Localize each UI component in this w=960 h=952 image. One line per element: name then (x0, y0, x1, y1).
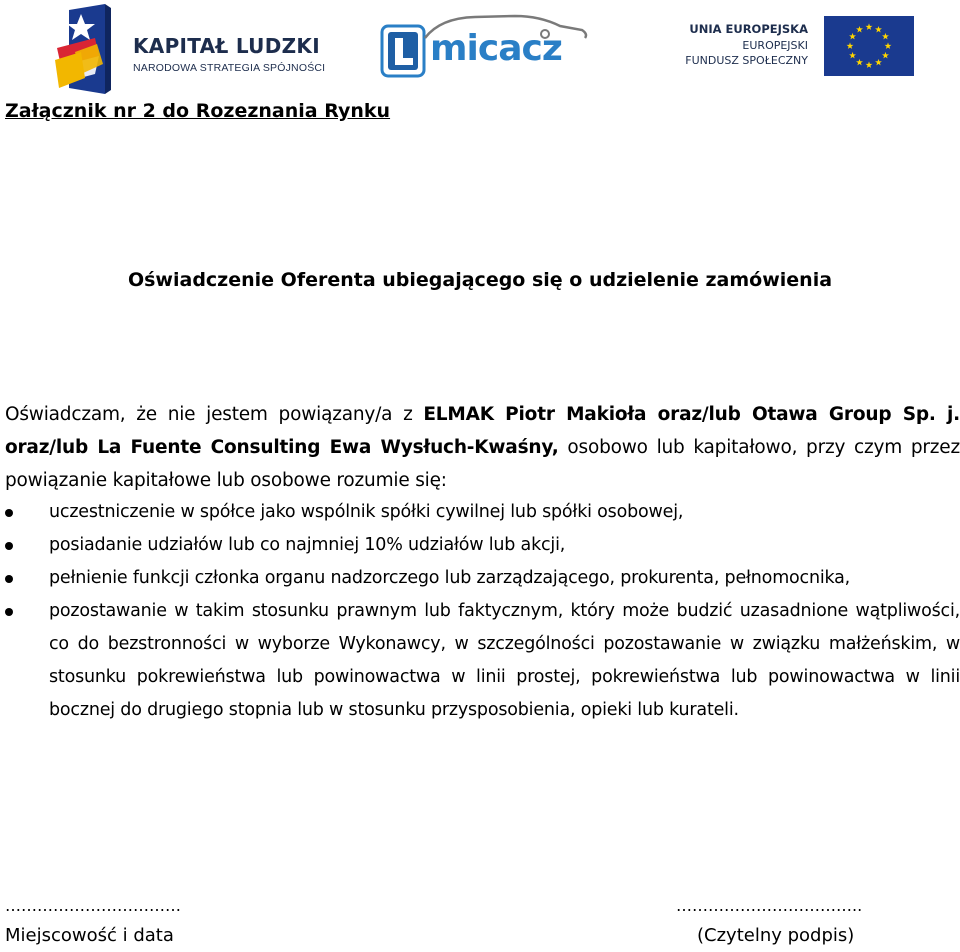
kapital-ludzki-emblem-icon (55, 4, 125, 94)
bullet-icon (5, 542, 13, 550)
list-item (0, 562, 960, 595)
bullet-icon (5, 608, 13, 616)
list-item (0, 496, 960, 529)
eu-logo-line3: FUNDUSZ SPOŁECZNY (685, 54, 808, 67)
statement-paragraph (5, 398, 960, 497)
document-title: Oświadczenie Oferenta ubiegającego się o udzielenie zamówienia (127, 269, 833, 291)
statement-rest: osobowo lub kapitałowo, przy czym przez powiązanie kapitałowe lub osobowe rozumie się: (5, 437, 960, 491)
list-item (0, 529, 960, 562)
place-date-line: …………………………… (5, 896, 181, 915)
place-date-label: Miejscowość i data (5, 925, 174, 946)
bullet-icon (5, 575, 13, 583)
statement-intro: Oświadczam, że nie jestem powiązany/a z (5, 404, 424, 425)
micacz-logo (380, 12, 595, 82)
bullet-icon (5, 509, 13, 517)
eu-logo-line1: UNIA EUROPEJSKA (689, 22, 808, 36)
list-item-text: uczestniczenie w spółce jako wspólnik spółki cywilnej lub spółki osobowej, (49, 502, 684, 522)
eu-flag-icon (824, 16, 914, 76)
micacz-wordmark: micacz (430, 28, 562, 69)
list-item-text: pełnienie funkcji członka organu nadzorczego lub zarządzającego, prokurenta, pełnomocnika, (49, 568, 851, 588)
statement-companies: ELMAK Piotr Makioła oraz/lub Otawa Group Sp. j. oraz/lub La Fuente Consulting Ewa Wysłuch-Kwaśny, (5, 404, 960, 458)
eu-logo-line2: EUROPEJSKI (742, 39, 808, 52)
list-item-text: posiadanie udziałów lub co najmniej 10% udziałów lub akcji, (49, 535, 566, 555)
signature-label: (Czytelny podpis) (697, 925, 855, 946)
header-logos (0, 0, 960, 95)
kapital-ludzki-logo (55, 4, 335, 94)
list-item-text: pozostawanie w takim stosunku prawnym lub faktycznym, który może budzić uzasadnione wątpliwości, co do bezstronności w wyborze Wykonawcy, w szczególności pozostawanie w związku małżeńskim, w stosunku pokrewieństwa lub powinowactwa w linii prostej, pokrewieństwa lub powinowactwa w linii bocznej do drugiego stopnia lub w stosunku przysposobienia, opieki lub kurateli. (49, 601, 960, 720)
eu-logo (685, 12, 920, 77)
relationship-list (0, 496, 960, 727)
signature-line: …………………………….. (676, 896, 863, 915)
list-item (0, 595, 960, 727)
kapital-ludzki-title: KAPITAŁ LUDZKI (133, 34, 320, 58)
kapital-ludzki-subtitle: NARODOWA STRATEGIA SPÓJNOŚCI (133, 62, 326, 74)
annex-heading: Załącznik nr 2 do Rozeznania Rynku (5, 100, 391, 122)
